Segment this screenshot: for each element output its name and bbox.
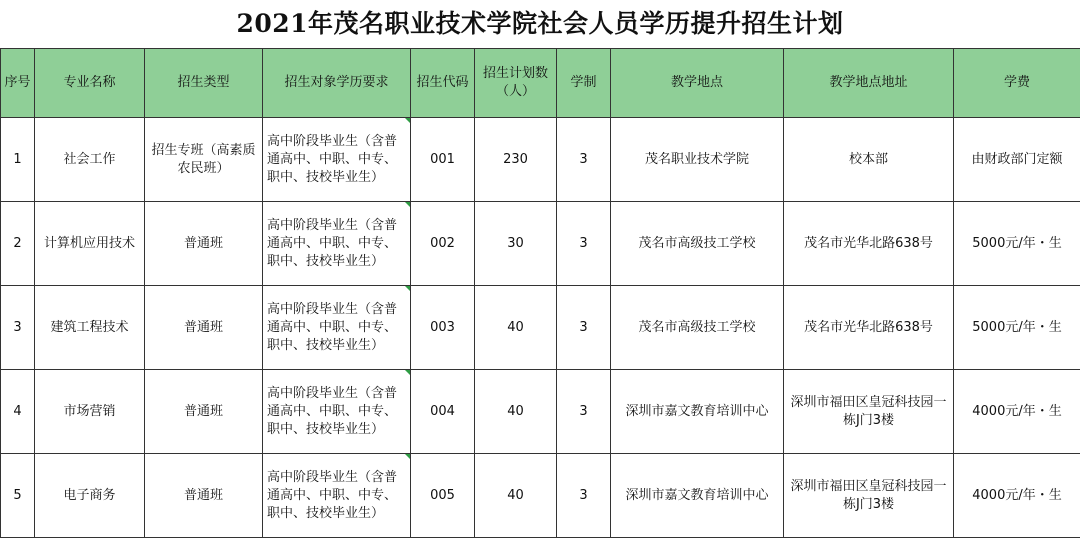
plan-count: 230: [475, 118, 557, 202]
enrollment-code: 005: [411, 454, 475, 538]
enrollment-code: 002: [411, 202, 475, 286]
row-number: 3: [1, 286, 35, 370]
location-address: 深圳市福田区皇冠科技园一栋J门3楼: [784, 370, 954, 454]
education-requirement: 高中阶段毕业生（含普通高中、中职、中专、职中、技校毕业生）: [263, 286, 411, 370]
teaching-location: 茂名市高级技工学校: [611, 286, 784, 370]
major-name: 电子商务: [35, 454, 145, 538]
teaching-location: 茂名市高级技工学校: [611, 202, 784, 286]
header-cell: 序号: [1, 49, 35, 118]
header-cell: 教学地点地址: [784, 49, 954, 118]
study-years: 3: [557, 286, 611, 370]
header-cell: 招生计划数（人）: [475, 49, 557, 118]
header-cell: 招生类型: [145, 49, 263, 118]
study-years: 3: [557, 118, 611, 202]
enrollment-table: [0, 48, 1080, 538]
tuition-fee: 5000元/年・生: [954, 202, 1080, 286]
education-requirement: 高中阶段毕业生（含普通高中、中职、中专、职中、技校毕业生）: [263, 454, 411, 538]
location-address: 深圳市福田区皇冠科技园一栋J门3楼: [784, 454, 954, 538]
enrollment-code: 001: [411, 118, 475, 202]
header-cell: 专业名称: [35, 49, 145, 118]
teaching-location: 茂名职业技术学院: [611, 118, 784, 202]
tuition-fee: 4000元/年・生: [954, 454, 1080, 538]
study-years: 3: [557, 370, 611, 454]
tuition-fee: 4000元/年・生: [954, 370, 1080, 454]
plan-count: 30: [475, 202, 557, 286]
enrollment-type: 普通班: [145, 286, 263, 370]
enrollment-code: 004: [411, 370, 475, 454]
row-number: 5: [1, 454, 35, 538]
header-cell: 学制: [557, 49, 611, 118]
enrollment-type: 招生专班（高素质农民班）: [145, 118, 263, 202]
row-number: 1: [1, 118, 35, 202]
location-address: 茂名市光华北路638号: [784, 286, 954, 370]
header-cell: 学费: [954, 49, 1080, 118]
table-row: [1, 370, 1080, 454]
location-address: 茂名市光华北路638号: [784, 202, 954, 286]
education-requirement: 高中阶段毕业生（含普通高中、中职、中专、职中、技校毕业生）: [263, 202, 411, 286]
teaching-location: 深圳市嘉文教育培训中心: [611, 454, 784, 538]
tuition-fee: 由财政部门定额: [954, 118, 1080, 202]
enrollment-type: 普通班: [145, 370, 263, 454]
plan-count: 40: [475, 286, 557, 370]
enrollment-type: 普通班: [145, 454, 263, 538]
header-cell: 招生对象学历要求: [263, 49, 411, 118]
table-row: [1, 202, 1080, 286]
header-cell: 教学地点: [611, 49, 784, 118]
tuition-fee: 5000元/年・生: [954, 286, 1080, 370]
study-years: 3: [557, 454, 611, 538]
table-row: [1, 118, 1080, 202]
major-name: 市场营销: [35, 370, 145, 454]
table-row: [1, 454, 1080, 538]
enrollment-code: 003: [411, 286, 475, 370]
row-number: 4: [1, 370, 35, 454]
plan-count: 40: [475, 454, 557, 538]
table-header: [1, 49, 1080, 118]
major-name: 建筑工程技术: [35, 286, 145, 370]
education-requirement: 高中阶段毕业生（含普通高中、中职、中专、职中、技校毕业生）: [263, 118, 411, 202]
table-row: [1, 286, 1080, 370]
major-name: 计算机应用技术: [35, 202, 145, 286]
header-cell: 招生代码: [411, 49, 475, 118]
plan-count: 40: [475, 370, 557, 454]
education-requirement: 高中阶段毕业生（含普通高中、中职、中专、职中、技校毕业生）: [263, 370, 411, 454]
study-years: 3: [557, 202, 611, 286]
location-address: 校本部: [784, 118, 954, 202]
enrollment-type: 普通班: [145, 202, 263, 286]
teaching-location: 深圳市嘉文教育培训中心: [611, 370, 784, 454]
row-number: 2: [1, 202, 35, 286]
major-name: 社会工作: [35, 118, 145, 202]
page-title: 2021年茂名职业技术学院社会人员学历提升招生计划: [0, 0, 1080, 48]
